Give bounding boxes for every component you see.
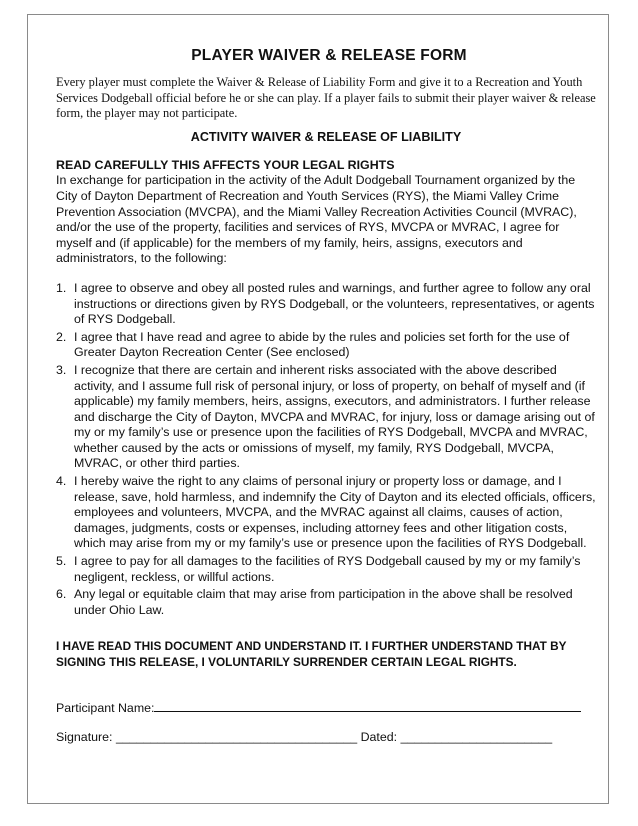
warning-heading: READ CAREFULLY THIS AFFECTS YOUR LEGAL RIGHTS [56, 157, 395, 172]
term-text: I agree that I have read and agree to abide by the rules and policies set forth for the use of Greater Dayton Recreation Center (See enclosed) [74, 329, 570, 360]
acknowledgement-statement: I HAVE READ THIS DOCUMENT AND UNDERSTAND IT. I FURTHER UNDERSTAND THAT BY SIGNING THIS RELEASE, I VOLUNTARILY SURRENDER CERTAIN LEGAL RIGHTS. [56, 639, 567, 669]
term-item [56, 330, 596, 361]
page-title: PLAYER WAIVER & RELEASE FORM [191, 47, 467, 64]
terms-list [56, 281, 596, 618]
signature-field[interactable]: ___________________________________ [115, 730, 358, 745]
term-text: I hereby waive the right to any claims of personal injury or property loss or damage, and I release, save, hold harmless, and indemnify the City of Dayton and its elected officials, officers, employees and volunteers, MVCPA, and the MVRAC against all claims, causes of action, damages, judgments, costs or expenses, including attorney fees and other litigation costs, which may arise from my or my family’s use or presence upon the facilities of RYS Dodgeball. [74, 474, 596, 551]
participant-name-label: Participant Name: [56, 700, 155, 715]
exchange-paragraph: In exchange for participation in the activity of the Adult Dodgeball Tournament organized by the City of Dayton Department of Recreation and Youth Services (RYS), the Miami Valley Crime Prevention Association (MVCPA), and the Miami Valley Recreation Activities Council (MVRAC), and/or the use of the property, facilities and services of RYS, MVCPA or MVRAC, I agree for myself and (if applicable) for the members of my family, heirs, assigns, executors and administrators, to the following: [56, 173, 577, 266]
term-number: 5. [56, 554, 67, 569]
term-text: Any legal or equitable claim that may arise from participation in the above shall be resolved under Ohio Law. [74, 587, 573, 617]
section-subtitle: ACTIVITY WAIVER & RELEASE OF LIABILITY [190, 129, 462, 144]
participant-name-row [56, 699, 596, 717]
participant-name-field[interactable] [154, 699, 581, 712]
waiver-page [27, 14, 609, 804]
term-item [56, 554, 596, 585]
dated-field[interactable]: ______________________ [400, 730, 553, 745]
signature-label: Signature: [56, 730, 113, 745]
term-item [56, 363, 596, 472]
term-text: I agree to pay for all damages to the facilities of RYS Dodgeball caused by my or my family’s negligent, reckless, or willful actions. [74, 554, 581, 584]
term-item [56, 281, 596, 328]
term-item [56, 587, 596, 618]
intro-paragraph: Every player must complete the Waiver & Release of Liability Form and give it to a Recreation and Youth Services Dodgeball official before he or she can play. If a player fails to submit their player waiver & release form, the player may not participate. [56, 75, 596, 121]
term-item [56, 474, 596, 552]
term-number: 6. [56, 587, 67, 602]
signature-row [56, 730, 596, 746]
document-body [56, 47, 596, 760]
term-text: I recognize that there are certain and inherent risks associated with the above described activity, and I assume full risk of personal injury, or loss of property, on behalf of myself and (if applicable) my family members, heirs, assigns, executors, and administrators. I further release and discharge the City of Dayton, MVCPA and MVRAC, for injury, loss or damage arising out of my or my family’s use or presence upon the facilities of RYS Dodgeball, MVCPA and MVRAC, whether caused by the acts or omissions of myself, my family, RYS Dodgeball, MVCPA, MVRAC, or other third parties. [74, 362, 595, 471]
term-text: I agree to observe and obey all posted rules and warnings, and further agree to follow any oral instructions or directions given by RYS Dodgeball, or the volunteers, representatives, or agents of RYS Dodgeball. [74, 280, 595, 327]
term-number: 3. [56, 362, 67, 377]
dated-label: Dated: [360, 730, 398, 745]
term-number: 1. [56, 280, 67, 295]
term-number: 4. [56, 474, 67, 489]
term-number: 2. [56, 329, 67, 344]
